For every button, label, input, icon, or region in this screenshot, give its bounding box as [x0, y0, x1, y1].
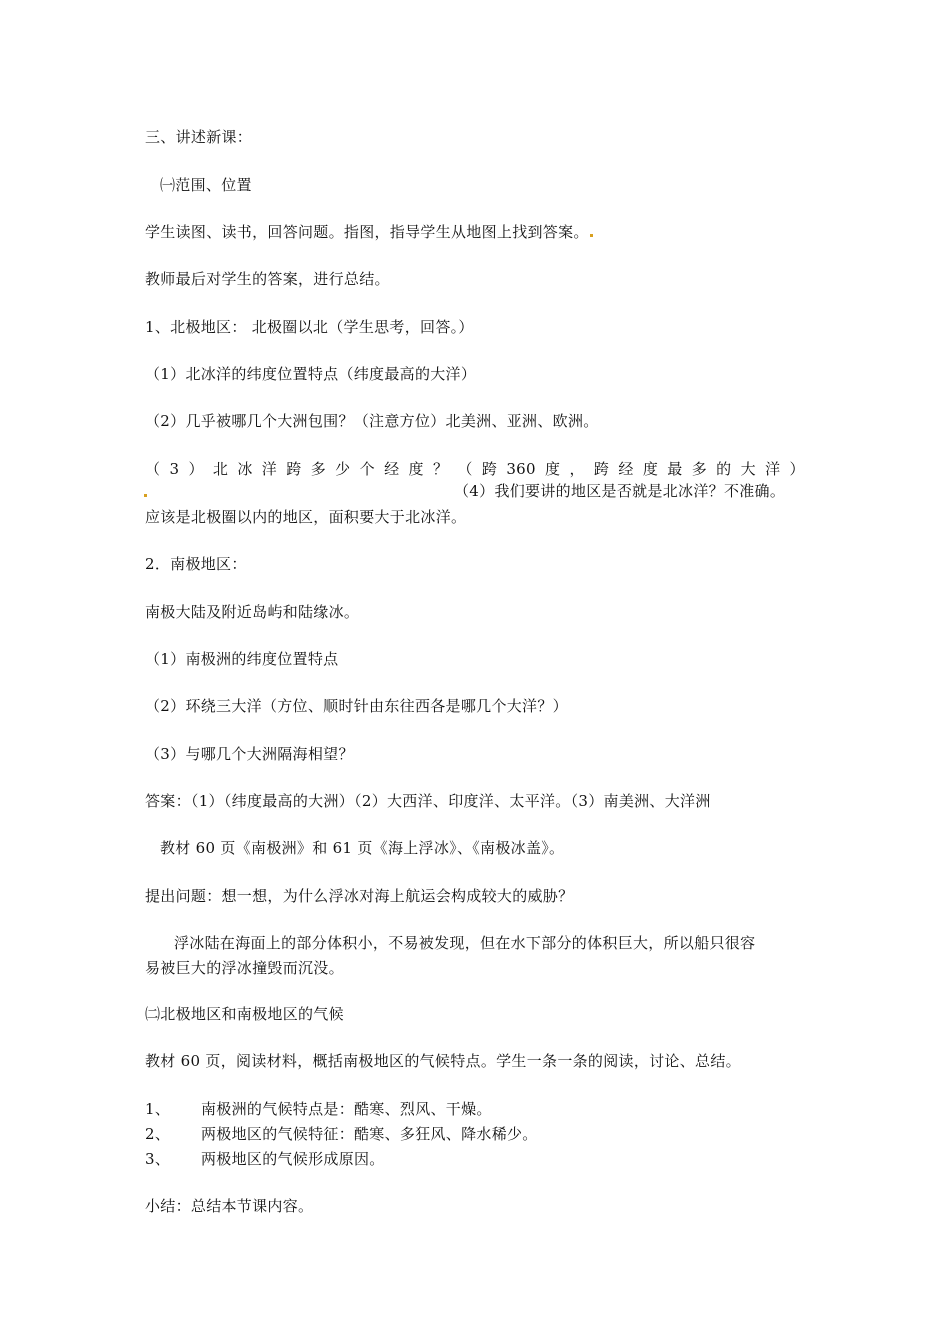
- edit-marker-icon: [590, 234, 593, 237]
- climate-list-item: [145, 1098, 492, 1120]
- list-item-number: 2、: [145, 1125, 171, 1143]
- justified-glyph: 经: [618, 460, 634, 478]
- justified-glyph: ）: [789, 460, 805, 478]
- justified-glyph: 洋: [765, 460, 781, 478]
- justified-glyph: 度: [545, 460, 561, 478]
- justified-glyph: 经: [384, 460, 400, 478]
- discussion-answer-line-1: 浮冰陆在海面上的部分体积小，不易被发现，但在水下部分的体积巨大，所以船只很容: [174, 934, 756, 952]
- justified-glyph: 多: [691, 460, 708, 478]
- justified-glyph: 360: [506, 460, 536, 478]
- justified-glyph: 的: [716, 460, 732, 478]
- justified-glyph: ？: [432, 460, 449, 478]
- justified-glyph: 最: [667, 460, 683, 478]
- justified-glyph: 3: [169, 460, 180, 478]
- climate-intro: 教材 60 页，阅读材料，概括南极地区的气候特点。学生一条一条的阅读，讨论、总结。: [145, 1052, 741, 1070]
- justified-glyph: 个: [359, 460, 375, 478]
- lesson-summary: 小结：总结本节课内容。: [145, 1197, 314, 1215]
- arctic-question-4: （4）我们要讲的地区是否就是北冰洋？不准确。: [454, 482, 786, 500]
- arctic-question-3: [145, 458, 805, 480]
- section-heading: 三、讲述新课：: [145, 128, 253, 146]
- justified-glyph: 洋: [261, 460, 278, 478]
- list-item-number: 3、: [145, 1150, 171, 1168]
- discussion-question: 提出问题：想一想，为什么浮冰对海上航运会构成较大的威胁？: [145, 887, 574, 905]
- justified-glyph: 北: [212, 460, 229, 478]
- paragraph-teacher-summary: 教师最后对学生的答案，进行总结。: [145, 270, 390, 288]
- paragraph-student-reading-text: 学生读图、读书，回答问题。指图，指导学生从地图上找到答案。: [145, 223, 589, 241]
- antarctic-region-title: 2．南极地区：: [145, 555, 247, 573]
- justified-glyph: 大: [740, 460, 756, 478]
- discussion-answer-line-2: 易被巨大的浮冰撞毁而沉没。: [145, 959, 344, 977]
- justified-glyph: 跨: [593, 460, 610, 478]
- justified-glyph: 多: [310, 460, 327, 478]
- list-item-number: 1、: [145, 1100, 171, 1118]
- paragraph-student-reading: [145, 221, 594, 243]
- antarctic-question-3: （3）与哪几个大洲隔海相望？: [145, 745, 354, 763]
- answers-line: 答案：（1）（纬度最高的大洲）（2）大西洋、印度洋、太平洋。（3）南美洲、大洋洲: [145, 792, 711, 810]
- justified-glyph: 度: [642, 460, 659, 478]
- subsection-2-heading: ㈡北极地区和南极地区的气候: [145, 1005, 344, 1023]
- list-item-text: 南极洲的气候特点是：酷寒、烈风、干燥。: [201, 1100, 492, 1118]
- arctic-region-title: 1、北极地区： 北极圈以北（学生思考，回答。）: [145, 318, 474, 336]
- justified-glyph: （: [145, 460, 161, 478]
- justified-glyph: 跨: [481, 460, 498, 478]
- list-item-text: 两极地区的气候形成原因。: [201, 1150, 385, 1168]
- edit-marker-icon: [143, 481, 148, 503]
- antarctic-question-2: （2）环绕三大洋（方位、顺时针由东往西各是哪几个大洋？）: [145, 697, 568, 715]
- justified-glyph: 跨: [286, 460, 302, 478]
- list-item-text: 两极地区的气候特征：酷寒、多狂风、降水稀少。: [201, 1125, 538, 1143]
- justified-glyph: 度: [408, 460, 424, 478]
- climate-list-item: [145, 1148, 385, 1170]
- justified-glyph: 冰: [237, 460, 253, 478]
- subsection-1-heading: ㈠范围、位置: [160, 176, 252, 194]
- justified-glyph: ）: [188, 460, 204, 478]
- arctic-question-1: （1）北冰洋的纬度位置特点（纬度最高的大洋）: [145, 365, 477, 383]
- climate-list-item: [145, 1123, 538, 1145]
- edit-marker-icon: [144, 494, 147, 497]
- antarctic-scope: 南极大陆及附近岛屿和陆缘冰。: [145, 603, 360, 621]
- textbook-reference: 教材 60 页《南极洲》和 61 页《海上浮冰》、《南极冰盖》。: [160, 839, 565, 857]
- justified-glyph: 少: [335, 460, 351, 478]
- justified-glyph: ，: [569, 460, 585, 478]
- arctic-question-2: （2）几乎被哪几个大洲包围？（注意方位）北美洲、亚洲、欧洲。: [145, 412, 599, 430]
- antarctic-question-1: （1）南极洲的纬度位置特点: [145, 650, 339, 668]
- arctic-question-4-continued: 应该是北极圈以内的地区，面积要大于北冰洋。: [145, 508, 467, 526]
- justified-glyph: （: [457, 460, 473, 478]
